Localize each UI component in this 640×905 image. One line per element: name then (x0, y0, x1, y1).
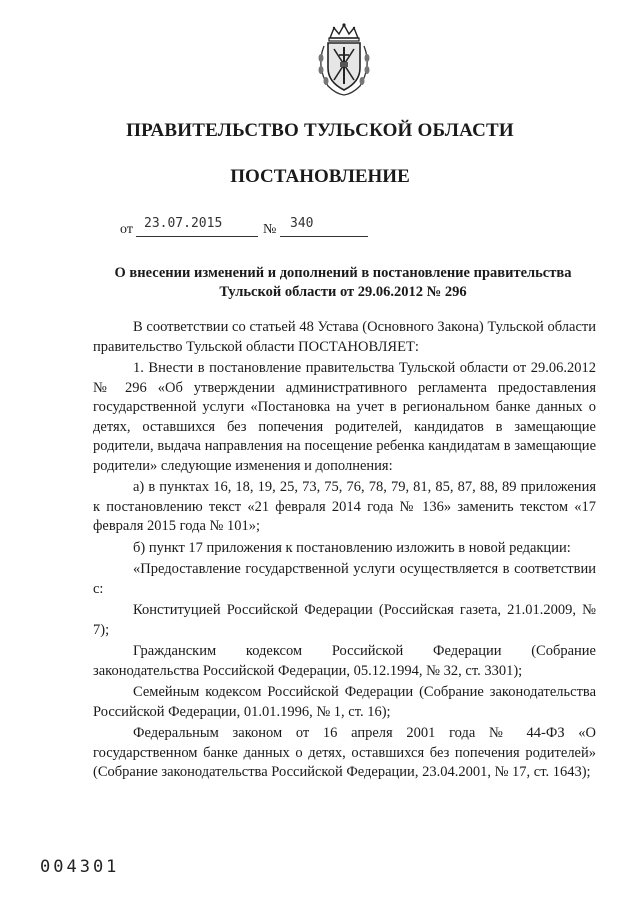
paragraph: Конституцией Российской Федерации (Российская газета, 21.01.2009, № 7); (93, 602, 596, 638)
document-date: 23.07.2015 (144, 216, 223, 231)
paragraph: Федеральным законом от 16 апреля 2001 года № 44-ФЗ «О государственном банке данных о детях, оставшихся без попечения родителей» (Собрание законодательства Российской Федерации, 23.04.2001, № 17, ст. 1643); (93, 725, 596, 780)
document-number: 340 (290, 216, 314, 231)
date-number-line (120, 216, 420, 240)
document-type: ПОСТАНОВЛЕНИЕ (230, 166, 410, 187)
subject-line-2: Тульской области от 29.06.2012 № 296 (219, 284, 467, 300)
paragraph: В соответствии со статьей 48 Устава (Основного Закона) Тульской области правительство Тульской области ПОСТАНОВЛЯЕТ: (93, 319, 596, 355)
paragraph: 1. Внести в постановление правительства Тульской области от 29.06.2012 № 296 «Об утверждении административного регламента предоставления государственной услуги «Постановка на учет в региональном банке данных о детях, оставшихся без попечения родителей, кандидатов в замещающие родители, выдача направления на посещение ребенка кандидатам в замещающие родители» следующие изменения и дополнения: (93, 360, 596, 474)
number-label: № (263, 222, 277, 237)
paragraph: а) в пунктах 16, 18, 19, 25, 73, 75, 76, 78, 79, 81, 85, 87, 88, 89 приложения к постановлению текст «21 февраля 2014 года № 136» заменить текстом «17 февраля 2015 года № 101»; (93, 479, 596, 534)
document-subject (100, 264, 586, 302)
subject-line-1: О внесении изменений и дополнений в постановление правительства (114, 265, 572, 281)
paragraph: Гражданским кодексом Российской Федерации (Собрание законодательства Российской Федерации, 05.12.1994, № 32, ст. 3301); (93, 643, 596, 679)
paragraph: «Предоставление государственной услуги осуществляется в соответствии с: (93, 561, 596, 597)
date-label: от (120, 222, 133, 237)
document-body (93, 318, 596, 785)
serial-number: 004301 (40, 857, 120, 877)
tula-coat-of-arms-icon (312, 22, 376, 98)
paragraph: Семейным кодексом Российской Федерации (Собрание законодательства Российской Федерации, 01.01.1996, № 1, ст. 16); (93, 684, 596, 720)
government-title: ПРАВИТЕЛЬСТВО ТУЛЬСКОЙ ОБЛАСТИ (126, 120, 514, 141)
paragraph: б) пункт 17 приложения к постановлению изложить в новой редакции: (133, 539, 571, 556)
